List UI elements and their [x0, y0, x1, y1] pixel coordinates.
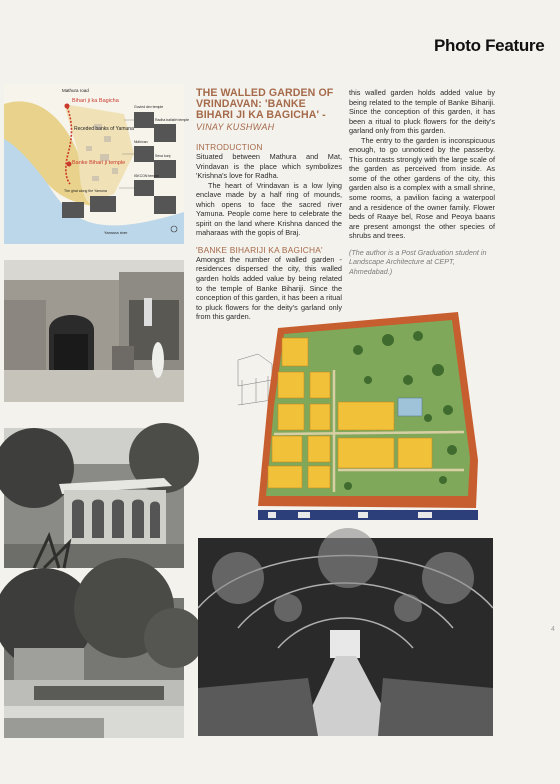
- map-label: Govind dev temple: [134, 105, 164, 109]
- map-label: Banke Bihari ji temple: [72, 160, 126, 166]
- photo-water-pool: [4, 598, 184, 738]
- map-label: Bihari ji ka Bagicha: [72, 98, 119, 104]
- map-label: Receded banks of Yamuna: [74, 126, 134, 132]
- map-label: Seva kunj: [155, 154, 171, 158]
- article-column-2: [349, 88, 495, 277]
- section-header: Photo Feature: [434, 36, 545, 55]
- location-map: [4, 84, 190, 244]
- map-label: Nidhivan: [134, 140, 148, 144]
- section2-heading: 'BANKE BIHARIJI KA BAGICHA': [196, 244, 323, 255]
- author-note: (The author is a Post Graduation student in Landscape Architecture at CEPT, Ahmedabad.): [349, 247, 487, 276]
- photo-garden-entrance: [4, 260, 184, 402]
- section2-paragraph-1-cont: this walled garden holds added value by being related to the temple of Banke Bihariji. Since the conception of this garden, it has been a ritual to pluck flowers for the deity's garland only from this garden.: [349, 88, 495, 136]
- photo-arched-pathway: [198, 538, 493, 736]
- section2-paragraph-1: Amongst the number of walled garden - residences dispersed the city, this walled garden holds added value by being related to the temple of Banke Bihariji. Since the conception of this garden, it has been a ritual to pluck flowers for the deity's garland only from this garden.: [196, 254, 342, 322]
- map-label: ISKCON temple: [134, 174, 159, 178]
- map-label: Radha ballabh temple: [155, 118, 190, 122]
- page-mark: 4: [551, 626, 555, 633]
- section2-paragraph-2: The entry to the garden is inconspicuous enough, to go unnoticed by the passerby. This contrasts strongly with the large scale of the garden as perceived from inside. As some of the other gardens of the city, this garden also is a complex with a small shrine, some rooms, a pavilion facing a waterpool and a residence of the owner family. Flower beds of Raaye bel, Rose and Peoya baans are present amongst the other species of shrubs and trees.: [349, 135, 495, 241]
- map-label: Yamuna river: [104, 230, 128, 235]
- intro-heading: INTRODUCTION: [196, 142, 263, 152]
- map-label: Mathura road: [62, 88, 89, 93]
- garden-site-plan: [238, 310, 484, 526]
- intro-paragraph-2: The heart of Vrindavan is a low lying enclave made by a half ring of mounds, which opens to face the sacred river Yamuna. People come here to celebrate the spirit on the land where Krishna danced the maharaas with the gopis of Braj.: [196, 180, 342, 238]
- intro-paragraph-1: Situated between Mathura and Mat, Vrindavan is the place which symbolizes 'Krishna's love for Radha.: [196, 152, 342, 181]
- article-author: VINAY KUSHWAH: [196, 122, 275, 132]
- article-column-1: [196, 87, 342, 322]
- map-drawing: [4, 84, 190, 244]
- map-label: The ghat along the Yamuna: [64, 189, 107, 193]
- photo-pavilion: [4, 428, 184, 568]
- article-title: THE WALLED GARDEN OF VRINDAVAN: 'BANKE BIHARI JI KA BAGICHA' -: [196, 87, 334, 121]
